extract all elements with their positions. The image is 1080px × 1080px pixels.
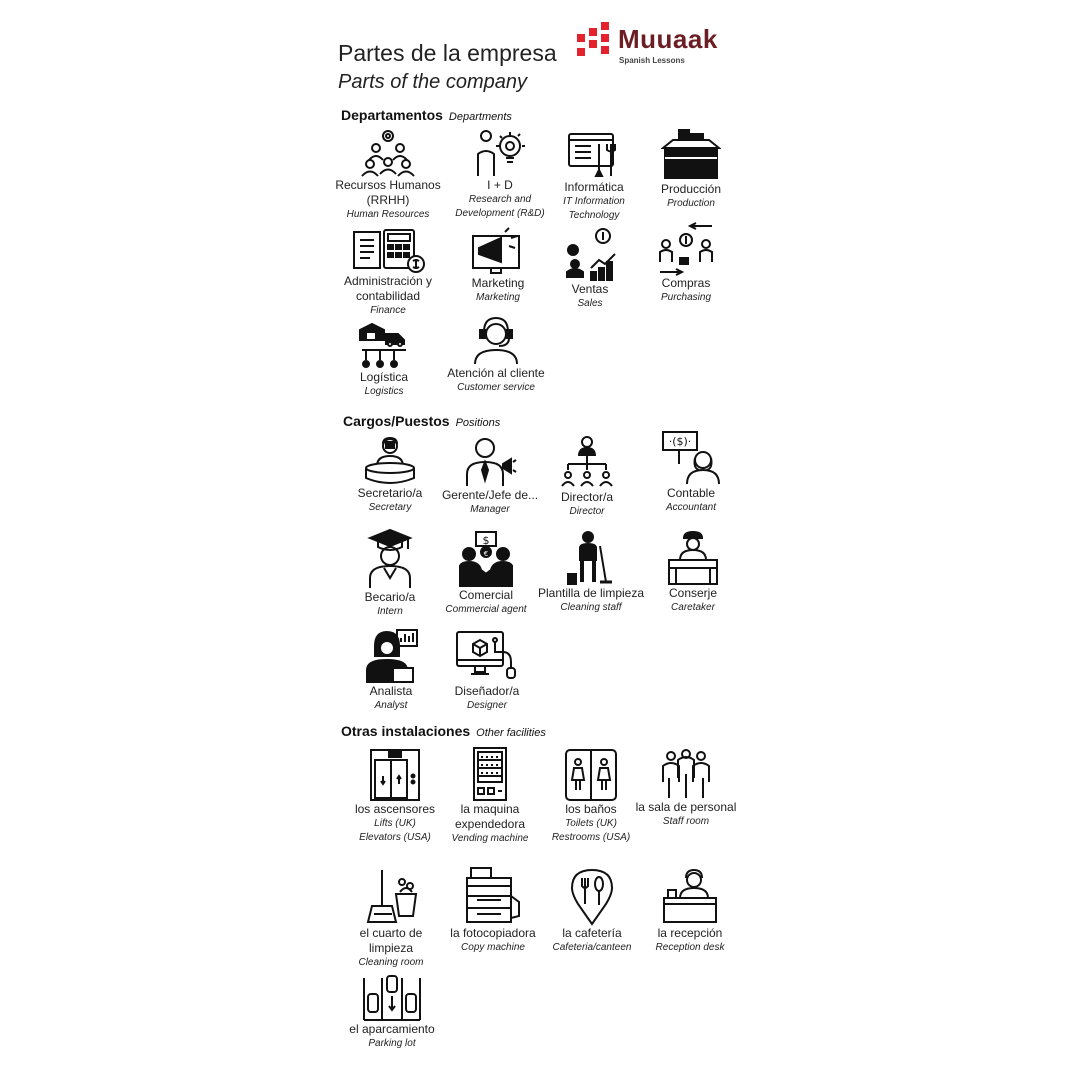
facility-reception-en: Reception desk xyxy=(655,942,725,953)
position-commercial-es: Comercial xyxy=(458,588,513,602)
section-departments-label-en: Departments xyxy=(448,111,512,123)
commercial-icon xyxy=(459,530,513,588)
svg-text:·($)·: ·($)· xyxy=(668,435,692,448)
logo-subtext: Spanish Lessons xyxy=(619,56,685,65)
facility-elevator-es: los ascensores xyxy=(354,802,436,816)
dept-sales xyxy=(535,228,645,311)
vending-machine-icon xyxy=(470,746,510,802)
facility-reception-es: la recepción xyxy=(657,926,723,940)
position-analyst-en: Analyst xyxy=(374,700,408,711)
position-caretaker xyxy=(638,530,748,615)
caretaker-icon xyxy=(666,530,720,586)
position-commercial-en: Commercial agent xyxy=(445,604,527,615)
position-caretaker-en: Caretaker xyxy=(671,602,715,613)
facility-cafeteria-en: Cafeteria/canteen xyxy=(552,942,632,953)
logo xyxy=(575,20,725,70)
facility-vending-machine-en: Vending machine xyxy=(451,833,529,844)
dept-purchasing-es: Compras xyxy=(661,276,711,290)
logo-text: Muuaak xyxy=(618,24,718,54)
position-accountant-en: Accountant xyxy=(665,502,717,513)
dept-sales-es: Ventas xyxy=(571,282,609,296)
analyst-icon xyxy=(363,628,419,684)
customer-service-icon xyxy=(471,316,521,366)
human-resources-icon xyxy=(360,128,416,178)
facility-parking-es: el aparcamiento xyxy=(349,1022,435,1036)
position-intern-es: Becario/a xyxy=(364,590,416,604)
sales-icon xyxy=(561,228,619,282)
facility-restroom-en2: Restrooms (USA) xyxy=(551,832,631,843)
elevator-icon xyxy=(369,748,421,802)
section-departments xyxy=(341,107,512,123)
facility-parking xyxy=(337,974,447,1051)
dept-production-en: Production xyxy=(667,198,715,209)
dept-logistics-en: Logistics xyxy=(364,386,404,397)
production-icon xyxy=(661,128,721,182)
dept-customer-service-es: Atención al cliente xyxy=(447,366,545,380)
section-facilities xyxy=(341,723,546,739)
dept-marketing-es: Marketing xyxy=(471,276,525,290)
position-secretary-en: Secretary xyxy=(368,502,412,513)
dept-marketing-en: Marketing xyxy=(476,292,520,303)
dept-finance-en: Finance xyxy=(370,305,406,316)
purchasing-icon xyxy=(656,222,716,276)
dept-finance-es: Administración y contabilidad xyxy=(343,274,433,303)
facility-elevator xyxy=(340,748,450,845)
position-accountant-es: Contable xyxy=(666,486,716,500)
position-manager-en: Manager xyxy=(470,504,510,515)
position-intern-en: Intern xyxy=(377,606,403,617)
dept-research-en: Research and Development (R&D) xyxy=(455,194,545,219)
accountant-icon xyxy=(661,430,721,486)
section-positions-label-en: Positions xyxy=(455,417,501,429)
position-designer-en: Designer xyxy=(466,700,508,711)
director-icon xyxy=(560,434,614,490)
marketing-icon xyxy=(469,226,527,276)
position-cleaning-staff-en: Cleaning staff xyxy=(560,602,622,613)
dept-production xyxy=(636,128,746,211)
dept-production-es: Producción xyxy=(660,182,722,196)
finance-icon xyxy=(350,228,426,274)
manager-icon xyxy=(463,436,517,488)
position-manager-es: Gerente/Jefe de... xyxy=(441,488,539,502)
position-secretary xyxy=(335,436,445,515)
facility-elevator-en: Lifts (UK) xyxy=(374,818,416,829)
restroom-icon xyxy=(564,748,618,802)
facility-restroom-en: Toilets (UK) xyxy=(565,818,617,829)
section-positions-label: Cargos/Puestos xyxy=(343,413,450,429)
dept-research-es: I + D xyxy=(487,178,513,192)
dept-it xyxy=(539,130,649,223)
position-commercial xyxy=(431,530,541,617)
facility-vending-machine xyxy=(435,746,545,846)
position-accountant xyxy=(636,430,746,515)
dept-logistics-es: Logística xyxy=(359,370,409,384)
dept-logistics xyxy=(329,322,439,399)
facility-reception xyxy=(635,868,745,955)
section-positions xyxy=(343,413,500,429)
position-secretary-es: Secretario/a xyxy=(357,486,423,500)
logistics-icon xyxy=(358,322,410,370)
facility-cafeteria-es: la cafetería xyxy=(562,926,622,940)
facility-cleaning-room-es: el cuarto de limpieza xyxy=(359,926,423,955)
section-facilities-label-en: Other facilities xyxy=(476,727,546,739)
facility-restroom xyxy=(536,748,646,845)
position-director-en: Director xyxy=(569,506,605,517)
position-director-es: Director/a xyxy=(560,490,613,504)
page-subtitle: Parts of the company xyxy=(338,71,527,93)
dept-it-es: Informática xyxy=(564,180,624,194)
facility-copier xyxy=(438,866,548,955)
facility-staff-room-en: Staff room xyxy=(662,816,710,827)
position-cleaning-staff-es: Plantilla de limpieza xyxy=(537,586,645,600)
dept-human-resources xyxy=(333,128,443,222)
dept-human-resources-es: Recursos Humanos (RRHH) xyxy=(335,178,441,207)
secretary-icon xyxy=(363,436,417,486)
dept-human-resources-en: Human Resources xyxy=(346,209,430,220)
page-title: Partes de la empresa xyxy=(338,40,557,66)
logo-mark-icon xyxy=(575,20,615,60)
facility-parking-en: Parking lot xyxy=(368,1038,416,1049)
facility-vending-machine-es: la maquina expendedora xyxy=(454,802,526,831)
facility-cafeteria xyxy=(537,868,647,955)
section-departments-label: Departamentos xyxy=(341,107,443,123)
it-icon xyxy=(567,130,621,180)
research-icon xyxy=(472,128,528,178)
staff-room-icon xyxy=(659,748,713,800)
dept-customer-service xyxy=(441,316,551,395)
svg-text:€: € xyxy=(483,550,489,558)
intern-icon xyxy=(364,528,416,590)
facility-staff-room xyxy=(631,748,741,829)
position-manager xyxy=(435,436,545,517)
copier-icon xyxy=(463,866,523,926)
position-director xyxy=(532,434,642,519)
cleaning-room-icon xyxy=(362,868,420,926)
facility-copier-es: la fotocopiadora xyxy=(450,926,536,940)
facility-staff-room-es: la sala de personal xyxy=(635,800,737,814)
facility-cleaning-room xyxy=(336,868,446,970)
cleaning-staff-icon xyxy=(566,530,616,586)
position-designer xyxy=(432,630,542,713)
facility-cleaning-room-en: Cleaning room xyxy=(358,957,424,968)
position-caretaker-es: Conserje xyxy=(668,586,718,600)
dept-it-en: IT Information Technology xyxy=(563,196,625,221)
cafeteria-icon xyxy=(570,868,614,926)
designer-icon xyxy=(455,630,519,684)
dept-finance xyxy=(333,228,443,318)
dept-purchasing xyxy=(631,222,741,305)
dept-customer-service-en: Customer service xyxy=(457,382,535,393)
facility-restroom-es: los baños xyxy=(565,802,617,816)
facility-copier-en: Copy machine xyxy=(461,942,525,953)
position-analyst-es: Analista xyxy=(369,684,413,698)
facility-elevator-en2: Elevators (USA) xyxy=(359,832,431,843)
position-cleaning-staff xyxy=(536,530,646,615)
dept-sales-en: Sales xyxy=(577,298,603,309)
svg-text:$: $ xyxy=(482,534,490,547)
position-analyst xyxy=(336,628,446,713)
dept-purchasing-en: Purchasing xyxy=(660,292,712,303)
position-intern xyxy=(335,528,445,619)
reception-icon xyxy=(662,868,718,926)
section-facilities-label: Otras instalaciones xyxy=(341,723,471,739)
position-designer-es: Diseñador/a xyxy=(454,684,520,698)
parking-icon xyxy=(362,974,422,1022)
